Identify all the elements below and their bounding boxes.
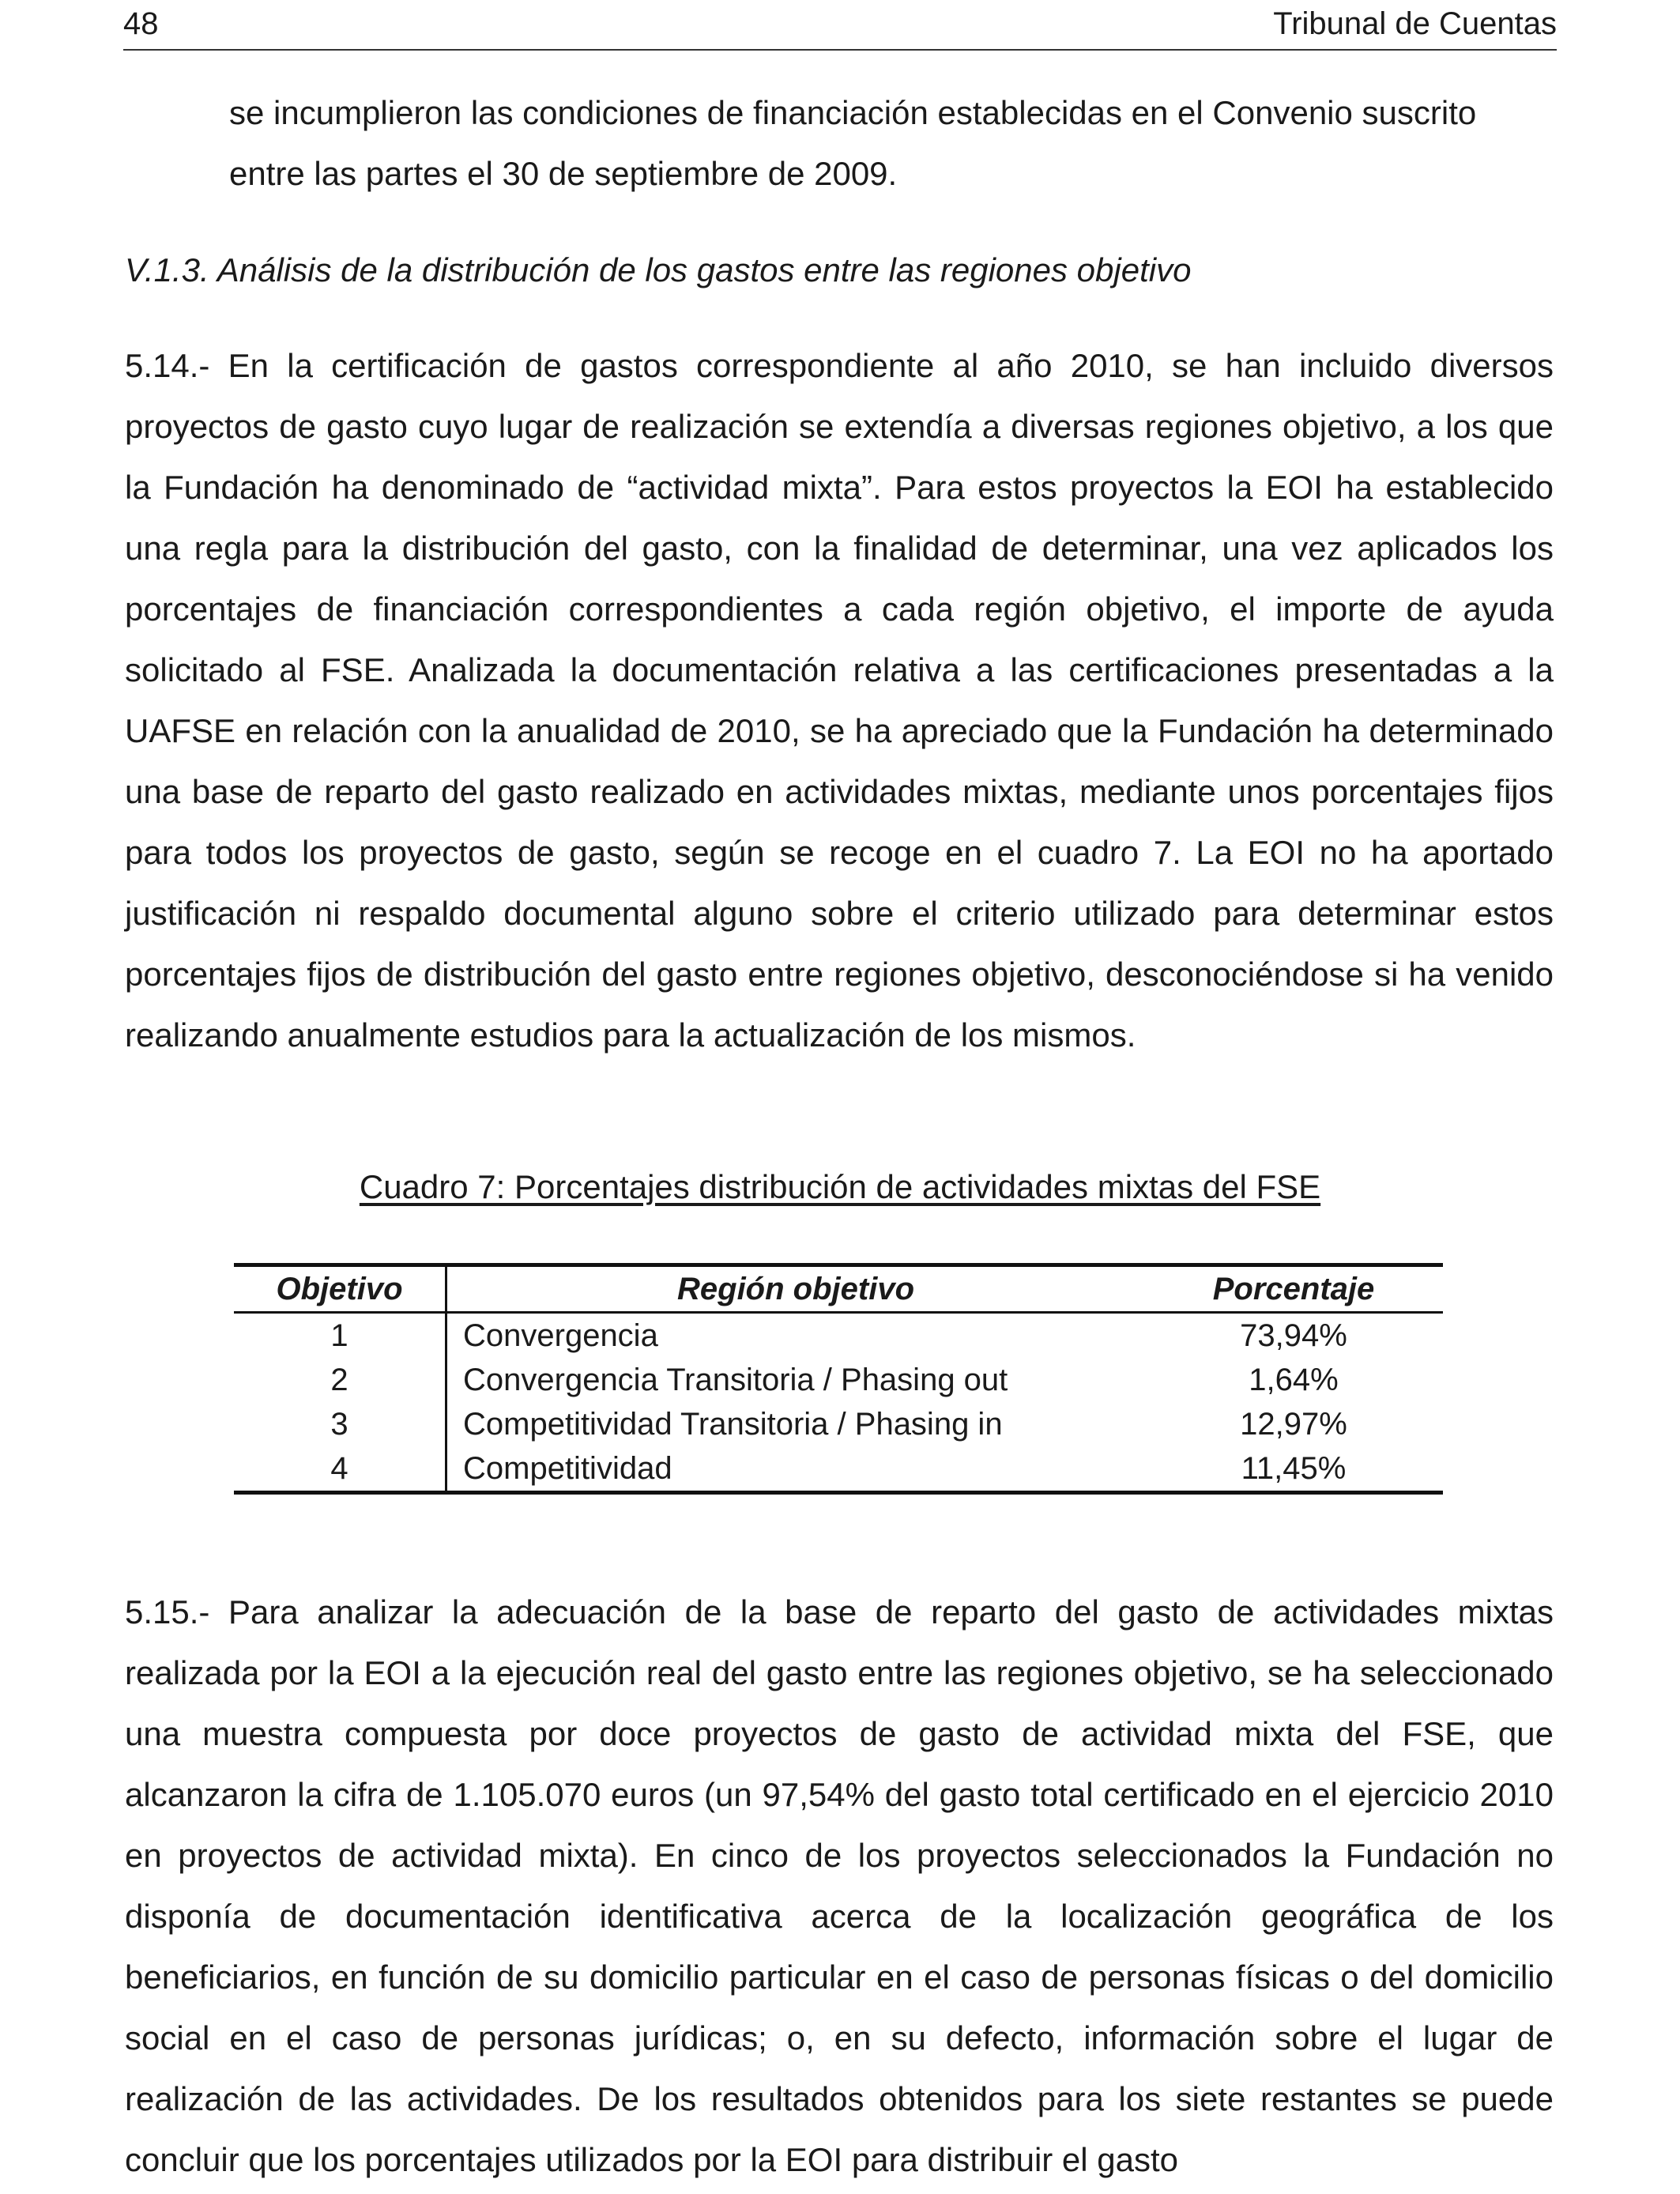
page-header xyxy=(123,5,1557,51)
section-heading: V.1.3. Análisis de la distribución de los gastos entre las regiones objetivo xyxy=(125,251,1192,288)
distribution-table xyxy=(234,1263,1443,1495)
cell-region: Convergencia xyxy=(463,1318,658,1353)
cell-porcentaje: 1,64% xyxy=(1249,1363,1339,1397)
table-row xyxy=(234,1402,1443,1446)
header-region: Región objetivo xyxy=(677,1272,914,1306)
table-caption xyxy=(0,1156,1680,1217)
cell-objetivo: 3 xyxy=(234,1402,446,1446)
cell-objetivo: 4 xyxy=(234,1446,446,1493)
continuation-text: se incumplieron las condiciones de financiación establecidas en el Convenio suscrito entre las partes el 30 de septiembre de 2009. xyxy=(229,94,1477,192)
header-objetivo: Objetivo xyxy=(234,1265,446,1313)
cell-region: Competitividad xyxy=(463,1451,672,1486)
header-porcentaje: Porcentaje xyxy=(1212,1272,1375,1306)
table-row xyxy=(234,1313,1443,1359)
table-row xyxy=(234,1358,1443,1402)
cell-objetivo: 2 xyxy=(234,1358,446,1402)
cell-porcentaje: 11,45% xyxy=(1241,1451,1347,1486)
page-number: 48 xyxy=(123,6,159,41)
cell-porcentaje: 12,97% xyxy=(1240,1407,1347,1442)
cell-porcentaje: 73,94% xyxy=(1240,1318,1347,1353)
paragraph-5-14: 5.14.- En la certificación de gastos correspondiente al año 2010, se han incluido diversos proyectos de gasto cuyo lugar de realización se extendía a diversas regiones objetivo, a los que la Fundación ha denominado de “actividad mixta”. Para estos proyectos la EOI ha establecido una regla para la distribución del gasto, con la finalidad de determinar, una vez aplicados los porcentajes de financiación correspondientes a cada región objetivo, el importe de ayuda solicitado al FSE. Analizada la documentación relativa a las certificaciones presentadas a la UAFSE en relación con la anualidad de 2010, se ha apreciado que la Fundación ha determinado una base de reparto del gasto realizado en actividades mixtas, mediante unos porcentajes fijos para todos los proyectos de gasto, según se recoge en el cuadro 7. La EOI no ha aportado justificación ni respaldo documental alguno sobre el criterio utilizado para determinar estos porcentajes fijos de distribución del gasto entre regiones objetivo, desconociéndose si ha venido realizando anualmente estudios para la actualización de los mismos. xyxy=(125,347,1554,1054)
cell-region: Competitividad Transitoria / Phasing in xyxy=(463,1407,1003,1442)
publisher-name: Tribunal de Cuentas xyxy=(1273,6,1557,41)
cell-region: Convergencia Transitoria / Phasing out xyxy=(463,1363,1008,1397)
table-caption-text: Cuadro 7: Porcentajes distribución de actividades mixtas del FSE xyxy=(359,1168,1321,1205)
paragraph-5-15: 5.15.- Para analizar la adecuación de la base de reparto del gasto de actividades mixtas realizada por la EOI a la ejecución real del gasto entre las regiones objetivo, se ha seleccionado una muestra compuesta por doce proyectos de gasto de actividad mixta del FSE, que alcanzaron la cifra de 1.105.070 euros (un 97,54% del gasto total certificado en el ejercicio 2010 en proyectos de actividad mixta). En cinco de los proyectos seleccionados la Fundación no disponía de documentación identificativa acerca de la localización geográfica de los beneficiarios, en función de su domicilio particular en el caso de personas físicas o del domicilio social en el caso de personas jurídicas; o, en su defecto, información sobre el lugar de realización de las actividades. De los resultados obtenidos para los siete restantes se puede concluir que los porcentajes utilizados por la EOI para distribuir el gasto xyxy=(125,1593,1554,2178)
table-row xyxy=(234,1446,1443,1493)
table-header-row xyxy=(234,1265,1443,1313)
cell-objetivo: 1 xyxy=(234,1313,446,1359)
